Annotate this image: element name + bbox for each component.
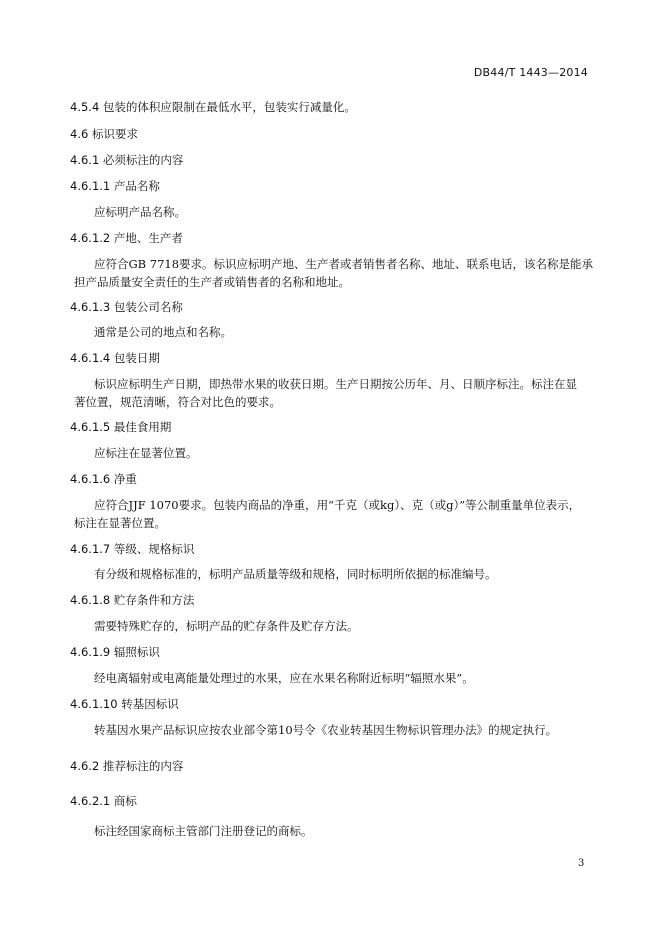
clause-4-5-4: 4.5.4 包装的体积应限制在最低水平，包装实行减量化。 (70, 100, 356, 114)
paragraph-4-6-1-5: 应标注在显著位置。 (94, 446, 198, 460)
heading-4-6-1-5: 4.6.1.5 最佳食用期 (70, 420, 172, 434)
paragraph-4-6-1-6-line1: 应符合JJF 1070要求。包装内商品的净重，用“千克（或kg）、克（或g）”等公制重量单位表示， (94, 498, 581, 512)
heading-4-6-1-1: 4.6.1.1 产品名称 (70, 179, 160, 193)
paragraph-4-6-1-2-line1: 应符合GB 7718要求。标识应标明产地、生产者或者销售者名称、地址、联系电话，该名称是能承 (94, 257, 594, 271)
paragraph-4-6-1-6-line2: 标注在显著位置。 (74, 516, 166, 530)
paragraph-4-6-1-3: 通常是公司的地点和名称。 (94, 325, 232, 339)
section-heading-4-6: 4.6 标识要求 (70, 127, 138, 141)
section-heading-4-6-2: 4.6.2 推荐标注的内容 (70, 759, 184, 773)
heading-4-6-1-7: 4.6.1.7 等级、规格标识 (70, 542, 195, 556)
paragraph-4-6-2-1: 标注经国家商标主管部门注册登记的商标。 (94, 824, 313, 838)
paragraph-4-6-1-7: 有分级和规格标准的，标明产品质量等级和规格，同时标明所依据的标准编号。 (94, 567, 497, 581)
heading-4-6-1-9: 4.6.1.9 辐照标识 (70, 645, 160, 659)
heading-4-6-1-3: 4.6.1.3 包装公司名称 (70, 300, 183, 314)
paragraph-4-6-1-1: 应标明产品名称。 (94, 205, 186, 219)
page-number: 3 (578, 858, 585, 869)
heading-4-6-1-2: 4.6.1.2 产地、生产者 (70, 231, 183, 245)
heading-4-6-1-10: 4.6.1.10 转基因标识 (70, 697, 179, 711)
paragraph-4-6-1-4-line1: 标识应标明生产日期，即热带水果的收获日期。生产日期按公历年、月、日顺序标注。标注在显 (94, 377, 577, 391)
paragraph-4-6-1-2-line2: 担产品质量安全责任的生产者或销售者的名称和地址。 (74, 275, 350, 289)
heading-4-6-1-8: 4.6.1.8 贮存条件和方法 (70, 593, 195, 607)
section-heading-4-6-1: 4.6.1 必须标注的内容 (70, 153, 184, 167)
paragraph-4-6-1-8: 需要特殊贮存的，标明产品的贮存条件及贮存方法。 (94, 619, 359, 633)
paragraph-4-6-1-10: 转基因水果产品标识应按农业部令第10号令《农业转基因生物标识管理办法》的规定执行。 (94, 723, 558, 737)
document-code: DB44/T 1443—2014 (473, 66, 588, 79)
paragraph-4-6-1-9: 经电离辐射或电离能量处理过的水果，应在水果名称附近标明“辐照水果”。 (94, 671, 474, 685)
heading-4-6-2-1: 4.6.2.1 商标 (70, 794, 137, 808)
heading-4-6-1-6: 4.6.1.6 净重 (70, 472, 137, 486)
paragraph-4-6-1-4-line2: 著位置，规范清晰，符合对比色的要求。 (74, 395, 281, 409)
heading-4-6-1-4: 4.6.1.4 包装日期 (70, 351, 160, 365)
